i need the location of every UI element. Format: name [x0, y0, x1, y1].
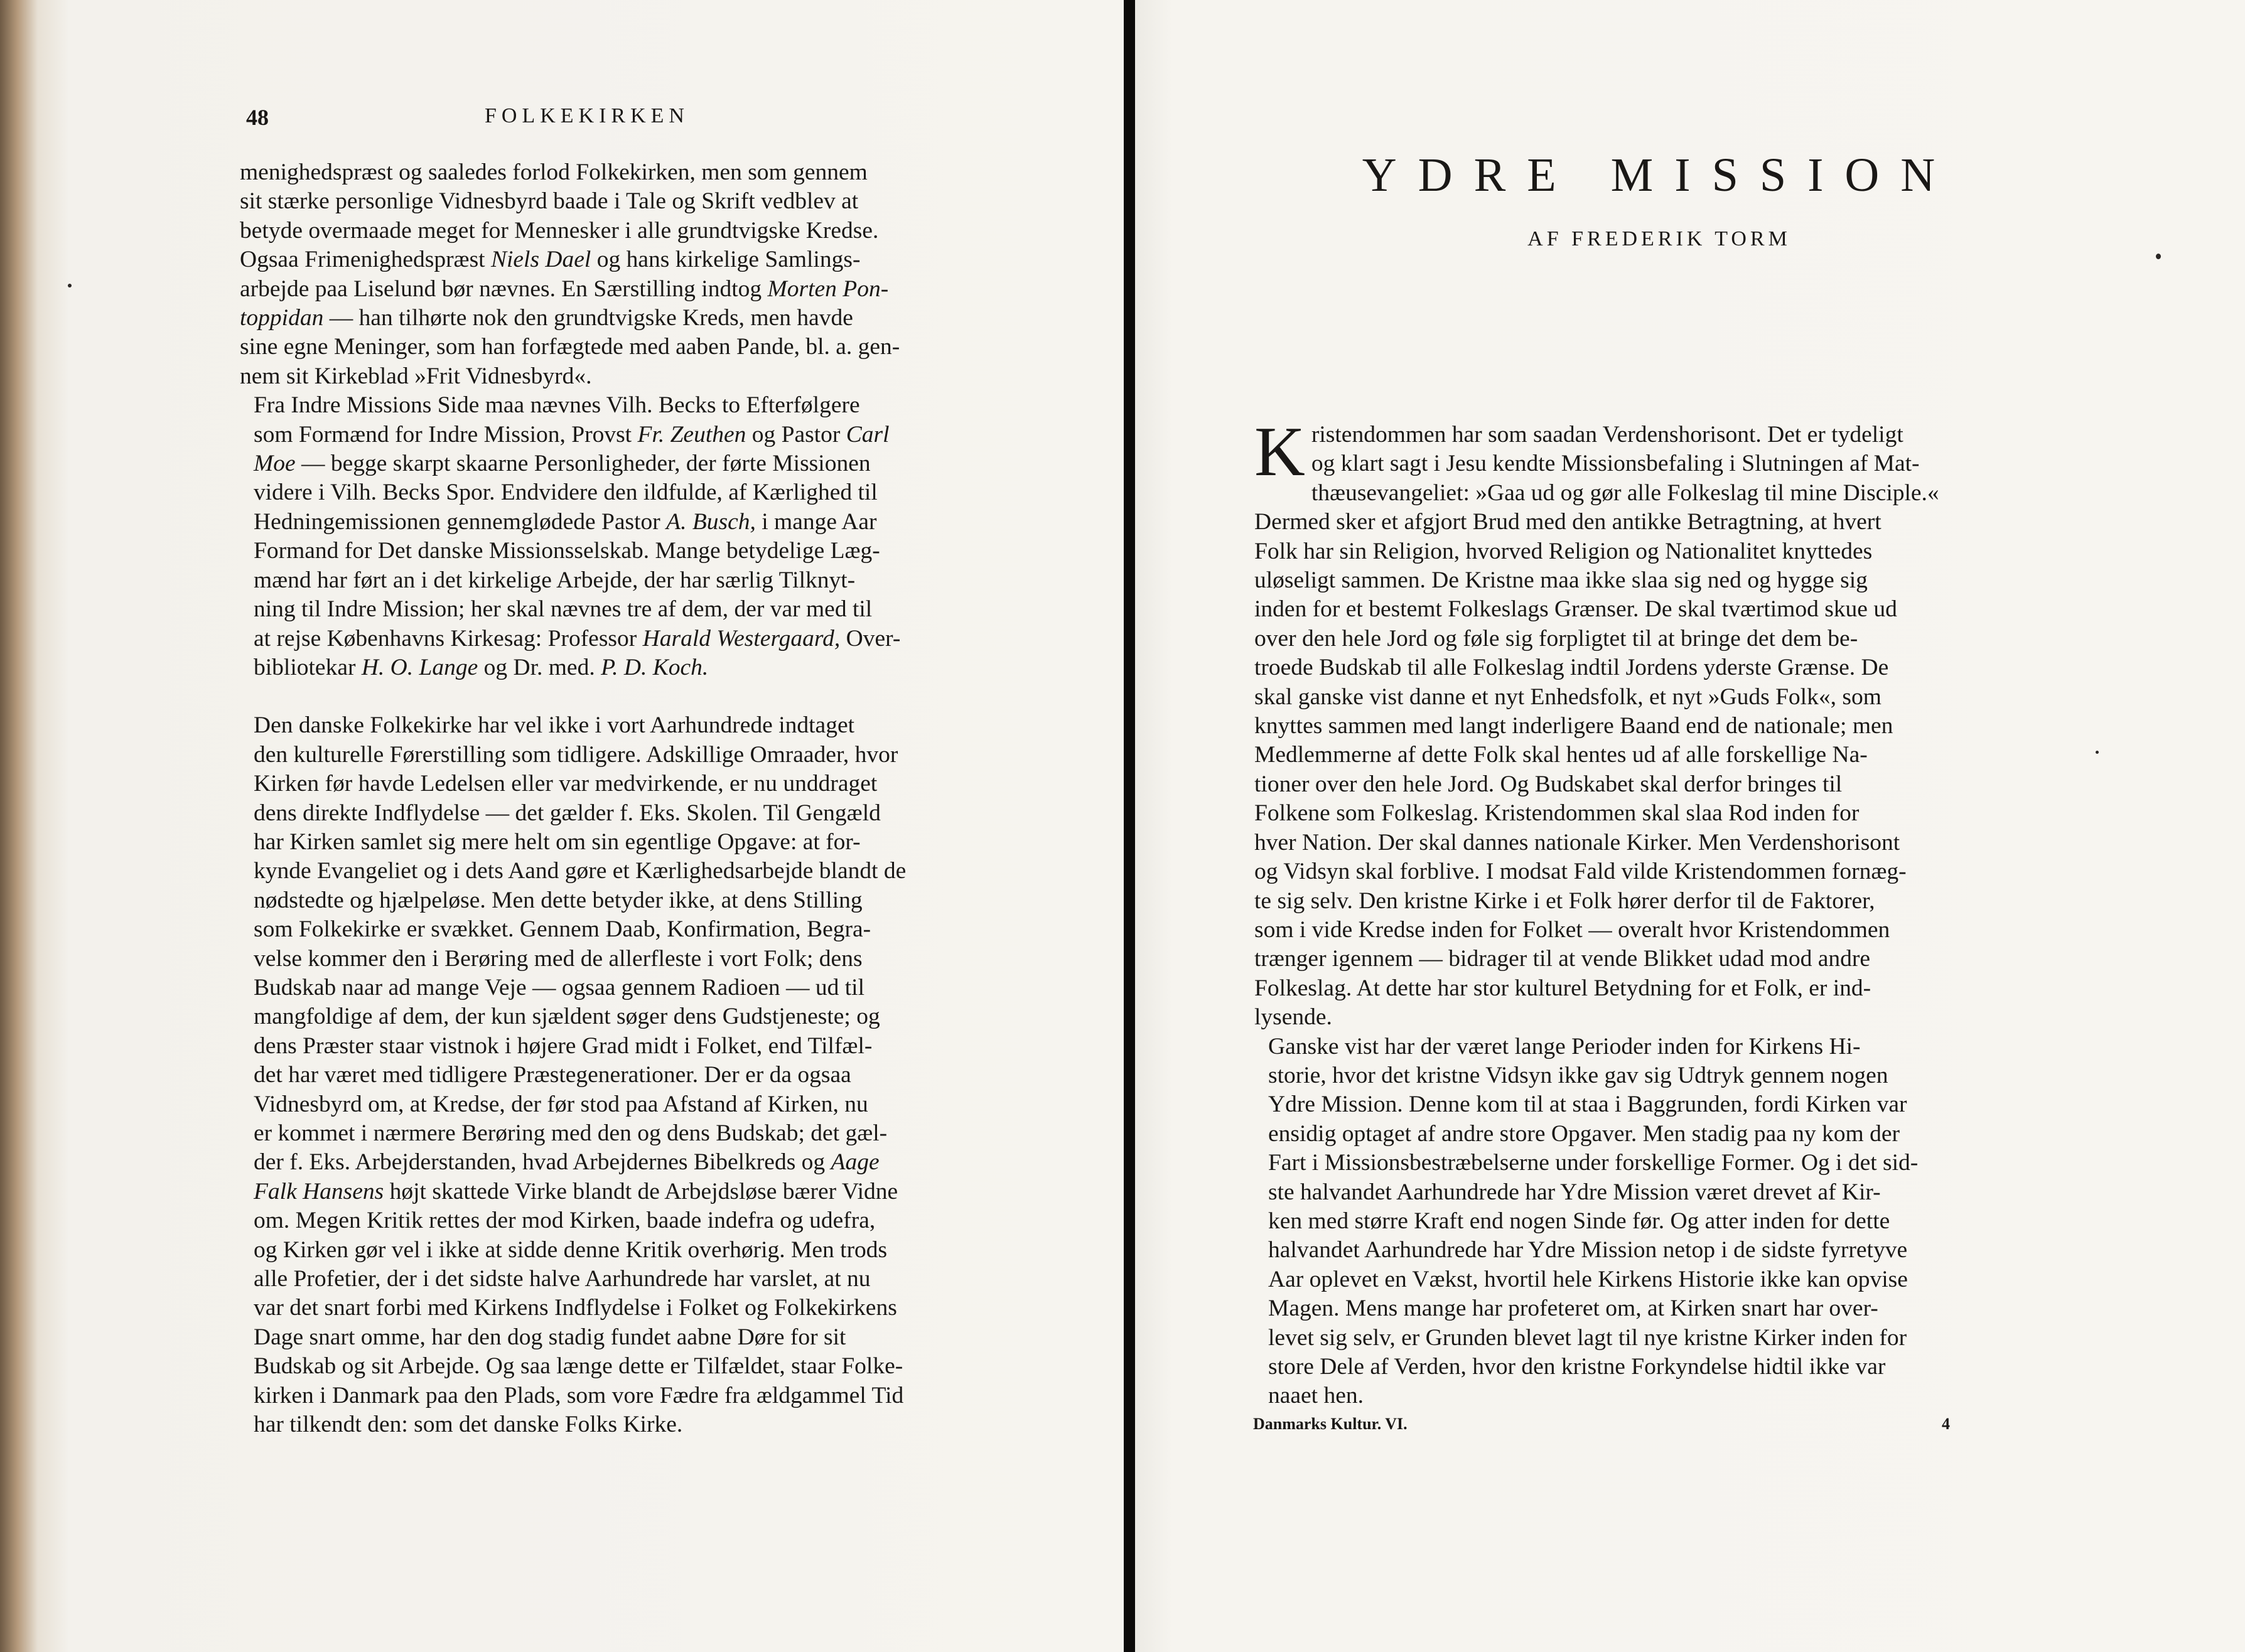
text-line: Folk har sin Religion, hvorved Religion og Nationalitet knyttedes: [1254, 538, 1873, 564]
text-line: thæusevangeliet: »Gaa ud og gør alle Folkeslag til mine Disciple.«: [1311, 480, 1939, 506]
text-line: Folkene som Folkeslag. Kristendommen skal slaa Rod inden for: [1254, 800, 1860, 827]
text-line: der f. Eks. Arbejderstanden, hvad Arbejdernes Bibelkreds og Aage: [254, 1149, 880, 1176]
text-line: nødstedte og hjælpeløse. Men dette betyder ikke, at dens Stilling: [254, 887, 863, 913]
text-line: dens Præster staar vistnok i højere Grad midt i Folket, end Tilfæl-: [254, 1032, 873, 1059]
dust-speck: [2156, 254, 2161, 259]
text-line: ste halvandet Aarhundrede har Ydre Mission været drevet af Kir-: [1268, 1179, 1881, 1205]
text-line: store Dele af Verden, hvor den kristne Forkyndelse hidtil ikke var: [1268, 1354, 1886, 1380]
text-line: te sig selv. Den kristne Kirke i et Folk hører derfor til de Faktorer,: [1254, 888, 1875, 914]
text-line: Aar oplevet en Vækst, hvortil hele Kirkens Historie ikke kan opvise: [1268, 1266, 1908, 1292]
text-line: Dage snart omme, har den dog stadig fundet aabne Døre for sit: [254, 1324, 846, 1350]
text-line: ken med større Kraft end nogen Sinde før. Og atter inden for dette: [1268, 1208, 1890, 1234]
text-line: nem sit Kirkeblad »Frit Vidnesbyrd«.: [240, 363, 592, 389]
text-line: og klart sagt i Jesu kendte Missionsbefaling i Slutningen af Mat-: [1311, 451, 1920, 477]
text-line: Ydre Mission. Denne kom til at staa i Baggrunden, fordi Kirken var: [1268, 1092, 1907, 1118]
running-title: FOLKEKIRKEN: [485, 104, 689, 127]
text-line: ensidig optaget af andre store Opgaver. Men stadig paa ny kom der: [1268, 1120, 1900, 1147]
text-line: Fra Indre Missions Side maa nævnes Vilh. Becks to Efterfølgere: [254, 392, 860, 419]
text-line: Ganske vist har der været lange Perioder inden for Kirkens Hi-: [1268, 1033, 1861, 1059]
text-line: sit stærke personlige Vidnesbyrd baade i Tale og Skrift vedblev at: [240, 188, 859, 215]
text-line: toppidan — han tilhørte nok den grundtvigske Kreds, men havde: [240, 305, 853, 331]
text-line: menighedspræst og saaledes forlod Folkekirken, men som gennem: [240, 159, 868, 185]
text-line: over den hele Jord og føle sig forpligtet til at bringe det dem be-: [1254, 625, 1858, 652]
text-line: mænd har ført an i det kirkelige Arbejde, der har særlig Tilknyt-: [254, 567, 856, 593]
text-line: Vidnesbyrd om, at Kredse, der før stod paa Afstand af Kirken, nu: [254, 1091, 868, 1117]
drop-cap: K: [1254, 413, 1305, 491]
text-line: sine egne Meninger, som han forfægtede med aaben Pande, bl. a. gen-: [240, 334, 900, 360]
text-line: alle Profetier, der i det sidste halve Aarhundrede har varslet, at nu: [254, 1266, 871, 1292]
text-line: Kirken før havde Ledelsen eller var medvirkende, er nu unddraget: [254, 771, 878, 797]
paragraph: [240, 711, 1021, 1439]
text-line: halvandet Aarhundrede har Ydre Mission netop i de sidste fyrretyve: [1268, 1237, 1908, 1263]
text-line: hver Nation. Der skal dannes nationale Kirker. Men Verdenshorisont: [1254, 829, 1900, 856]
paragraph: [1254, 1032, 2062, 1411]
text-line: ristendommen har som saadan Verdenshorisont. Det er tydeligt: [1311, 422, 1903, 448]
page-footer: [1253, 1415, 1950, 1440]
text-line: om. Megen Kritik rettes der mod Kirken, baade indefra og udefra,: [254, 1208, 876, 1234]
text-line: Ogsaa Frimenighedspræst Niels Dael og hans kirkelige Samlings-: [240, 247, 861, 273]
text-line: naaet hen.: [1268, 1383, 1364, 1409]
left-text-column: [240, 158, 1021, 1439]
text-line: Budskab naar ad mange Veje — ogsaa gennem Radioen — ud til: [254, 974, 865, 1000]
text-line: bibliotekar H. O. Lange og Dr. med. P. D. Koch.: [254, 654, 709, 680]
text-line: troede Budskab til alle Folkeslag indtil Jordens yderste Grænse. De: [1254, 655, 1889, 681]
text-line: Formand for Det danske Missionsselskab. Mange betydelige Læg-: [254, 538, 880, 564]
text-line: trænger igennem — bidrager til at vende Blikket udad mod andre: [1254, 946, 1870, 972]
text-line: Fart i Missionsbestræbelserne under forskellige Former. Og i det sid-: [1268, 1150, 1919, 1176]
text-line: skal ganske vist danne et nyt Enhedsfolk, et nyt »Guds Folk«, som: [1254, 684, 1882, 710]
dust-speck: [68, 284, 72, 287]
text-line: som Folkekirke er svækket. Gennem Daab, Konfirmation, Begra-: [254, 916, 871, 943]
text-line: Medlemmerne af dette Folk skal hentes ud af alle forskellige Na-: [1254, 742, 1868, 768]
text-line: var det snart forbi med Kirkens Indflydelse i Folket og Folkekirkens: [254, 1295, 897, 1321]
text-line: levet sig selv, er Grunden blevet lagt til nye kristne Kirker inden for: [1268, 1324, 1907, 1351]
text-line: kynde Evangeliet og i dets Aand gøre et Kærlighedsarbejde blandt de: [254, 858, 907, 884]
section-title: YDRE MISSION: [1362, 149, 1957, 201]
text-line: og Kirken gør vel i ikke at sidde denne Kritik overhørig. Men trods: [254, 1236, 888, 1263]
text-line: uløseligt sammen. De Kristne maa ikke slaa sig ned og hygge sig: [1254, 567, 1868, 594]
section-break: [240, 682, 1021, 711]
author-byline: AF FREDERIK TORM: [1527, 227, 1791, 250]
text-line: Falk Hansens højt skattede Virke blandt de Arbejdsløse bærer Vidne: [254, 1178, 898, 1204]
text-line: mangfoldige af dem, der kun sjældent søger dens Gudstjeneste; og: [254, 1004, 880, 1030]
footer-book-title: Danmarks Kultur. VI.: [1253, 1415, 1408, 1433]
text-line: som i vide Kredse inden for Folket — overalt hvor Kristendommen: [1254, 916, 1890, 943]
right-book-page: [1135, 0, 2245, 1652]
text-line: Dermed sker et afgjort Brud med den antikke Betragtning, at hvert: [1254, 509, 1882, 535]
text-line: er kommet i nærmere Berøring med den og dens Budskab; det gæl-: [254, 1120, 888, 1146]
text-line: dens direkte Indflydelse — det gælder f. Eks. Skolen. Til Gengæld: [254, 800, 881, 826]
text-line: Folkeslag. At dette har stor kulturel Betydning for et Folk, er ind-: [1254, 975, 1871, 1001]
text-line: lysende.: [1254, 1004, 1332, 1031]
text-line: har Kirken samlet sig mere helt om sin egentlige Opgave: at for-: [254, 829, 861, 855]
text-line: har tilkendt den: som det danske Folks Kirke.: [254, 1412, 683, 1438]
text-line: storie, hvor det kristne Vidsyn ikke gav sig Udtryk gennem nogen: [1268, 1062, 1888, 1088]
paragraph: [240, 158, 1021, 391]
text-line: knyttes sammen med langt inderligere Baand end de nationale; men: [1254, 713, 1893, 739]
text-line: Den danske Folkekirke har vel ikke i vort Aarhundrede indtaget: [254, 712, 855, 739]
text-line: Moe — begge skarpt skaarne Personligheder, der førte Missionen: [254, 451, 871, 477]
text-line: som Formænd for Indre Mission, Provst Fr. Zeuthen og Pastor Carl: [254, 421, 890, 448]
right-text-column: [1254, 413, 2062, 1411]
text-line: videre i Vilh. Becks Spor. Endvidere den ildfulde, af Kærlighed til: [254, 480, 878, 506]
dust-speck: [2096, 751, 2099, 754]
text-line: den kulturelle Førerstilling som tidligere. Adskillige Omraader, hvor: [254, 741, 898, 768]
text-line: at rejse Københavns Kirkesag: Professor Harald Westergaard, Over-: [254, 625, 901, 652]
running-head: [246, 104, 1036, 139]
text-line: arbejde paa Liselund bør nævnes. En Særstilling indtog Morten Pon-: [240, 276, 889, 302]
text-line: Hedningemissionen gennemglødede Pastor A. Busch, i mange Aar: [254, 508, 877, 535]
text-line: inden for et bestemt Folkeslags Grænser. De skal tværtimod skue ud: [1254, 596, 1897, 623]
footer-signature-number: 4: [1942, 1415, 1950, 1433]
page-number: 48: [246, 105, 269, 130]
text-line: tioner over den hele Jord. Og Budskabet skal derfor bringes til: [1254, 771, 1843, 797]
text-line: og Vidsyn skal forblive. I modsat Fald vilde Kristendommen fornæg-: [1254, 859, 1907, 885]
text-line: velse kommer den i Berøring med de allerfleste i vort Folk; dens: [254, 945, 863, 972]
text-line: det har været med tidligere Præstegenerationer. Der er da ogsaa: [254, 1062, 851, 1088]
text-line: ning til Indre Mission; her skal nævnes tre af dem, der var med til: [254, 596, 873, 623]
paragraph: [1254, 413, 2062, 1032]
text-line: betyde overmaade meget for Mennesker i alle grundtvigske Kredse.: [240, 217, 879, 244]
text-line: kirken i Danmark paa den Plads, som vore Fædre fra ældgammel Tid: [254, 1382, 904, 1408]
text-line: Magen. Mens mange har profeteret om, at Kirken snart har over-: [1268, 1295, 1878, 1322]
text-line: Budskab og sit Arbejde. Og saa længe dette er Tilfældet, staar Folke-: [254, 1353, 903, 1380]
paragraph: [240, 391, 1021, 682]
